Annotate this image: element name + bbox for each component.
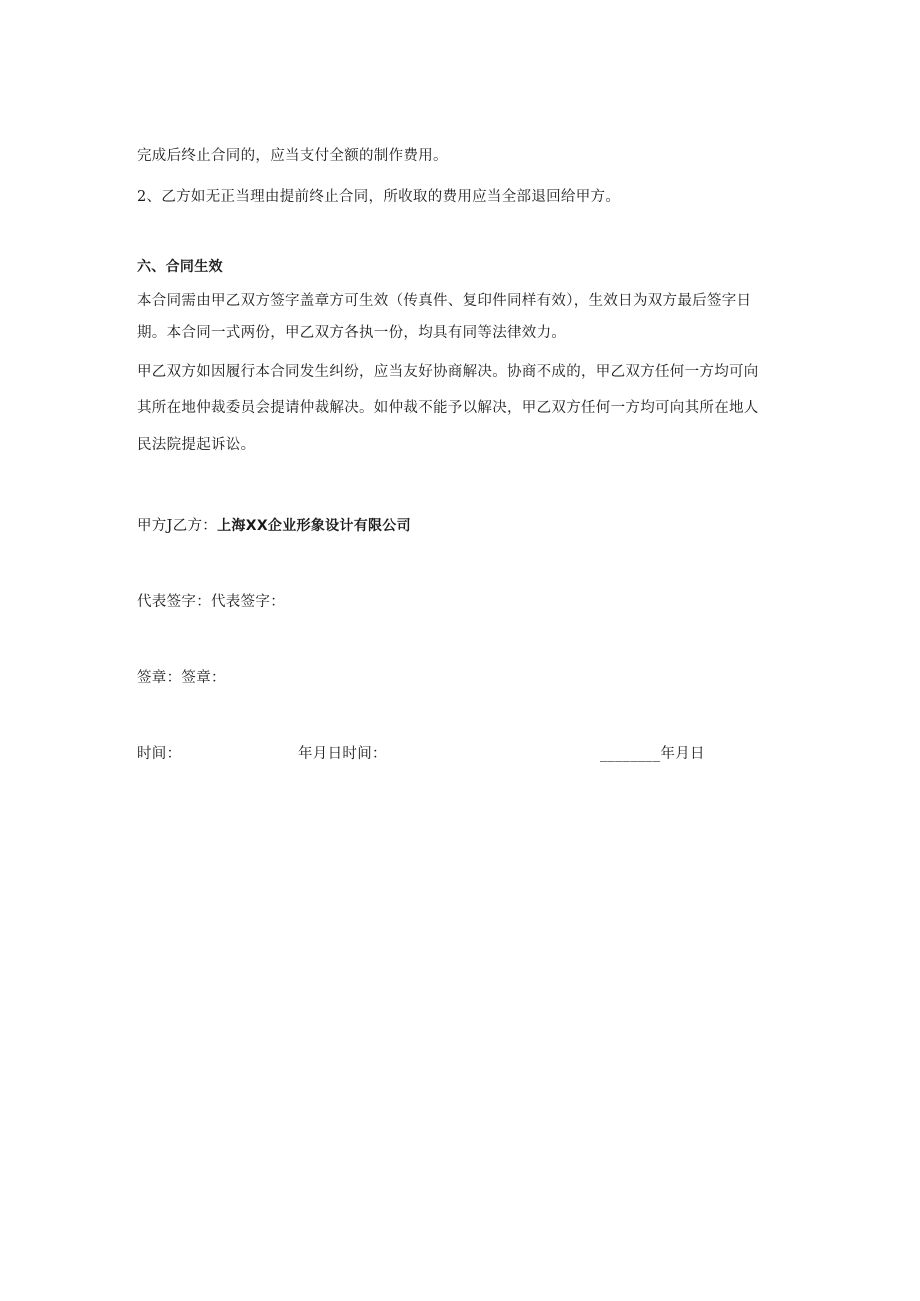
seal-line: 签章：签章： bbox=[137, 670, 226, 686]
section-6-para1-line1: 本合同需由甲乙双方签字盖章方可生效（传真件、复印件同样有效），生效日为双方最后签字日 bbox=[137, 293, 752, 309]
section-6-para2-line2: 其所在地仲裁委员会提请仲裁解决。如仲裁不能予以解决，甲乙双方任何一方均可向其所在地人 bbox=[137, 400, 759, 416]
representative-signature-line: 代表签字：代表签字： bbox=[137, 594, 285, 610]
section-6-heading: 六、合同生效 bbox=[137, 259, 223, 275]
continuation-line: 完成后终止合同的，应当支付全额的制作费用。 bbox=[137, 148, 448, 164]
section-6-para1-line2: 期。本合同一式两份，甲乙双方各执一份，均具有同等法律效力。 bbox=[137, 325, 567, 341]
date-blank: ________ bbox=[600, 746, 661, 762]
date-and-time-label: 年月日时间： bbox=[298, 746, 387, 762]
party-line bbox=[137, 516, 411, 536]
date-line bbox=[600, 744, 705, 764]
party-label: 甲方J乙方： bbox=[137, 518, 218, 534]
clause-2: 2、乙方如无正当理由提前终止合同，所收取的费用应当全部退回给甲方。 bbox=[137, 189, 621, 205]
section-6-para2-line1: 甲乙双方如因履行本合同发生纠纷，应当友好协商解决。协商不成的，甲乙双方任何一方均可向 bbox=[137, 364, 759, 380]
date-suffix: 年月日 bbox=[660, 746, 705, 762]
time-label: 时间： bbox=[137, 746, 182, 762]
section-6-para2-line3: 民法院提起诉讼。 bbox=[137, 437, 256, 453]
party-b-name: 上海XX企业形象设计有限公司 bbox=[217, 518, 411, 534]
